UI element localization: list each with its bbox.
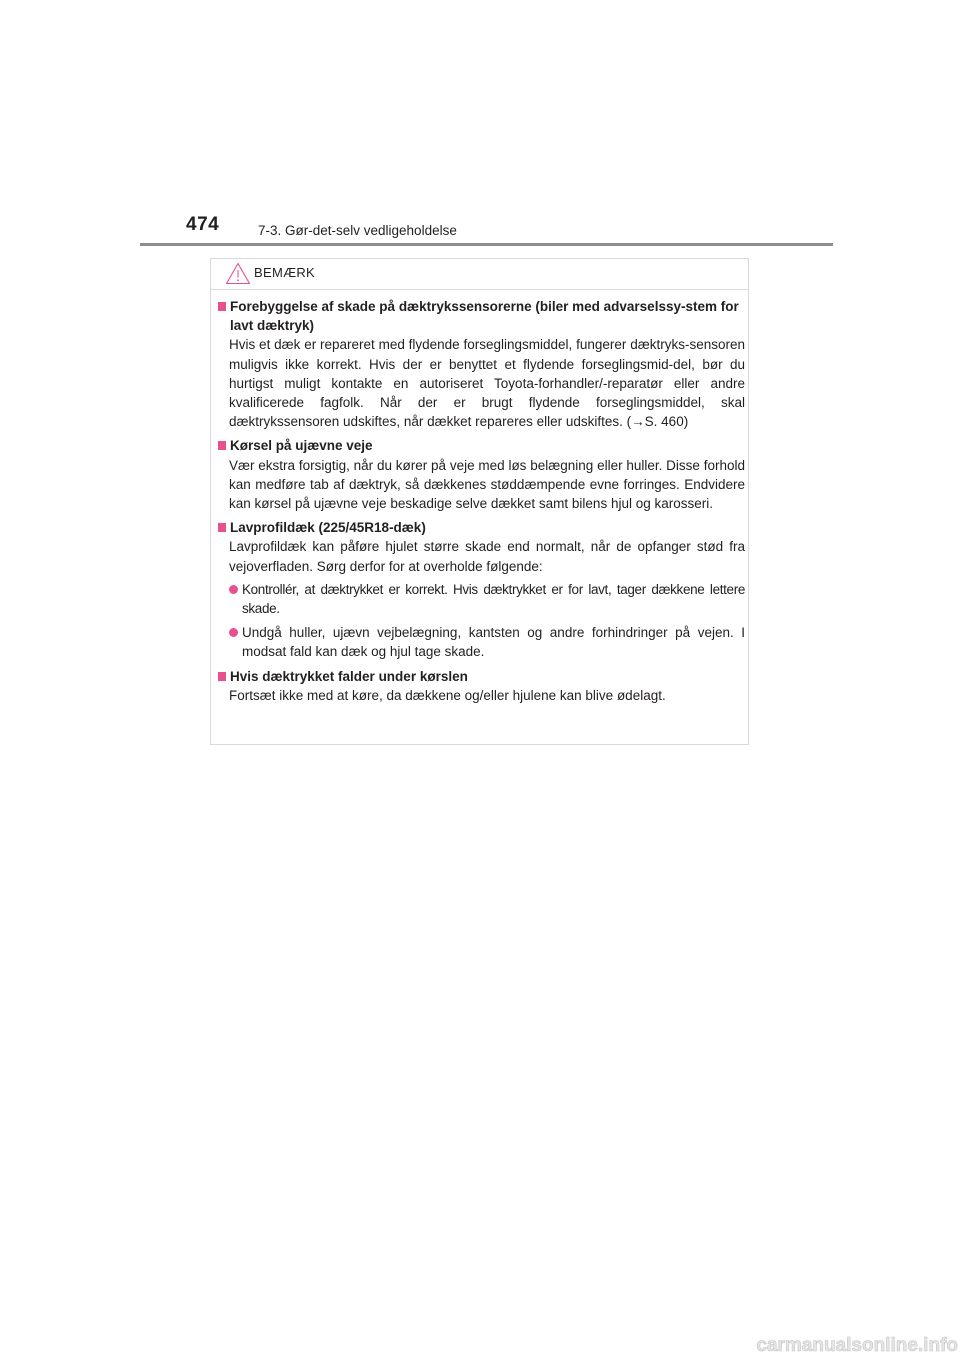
section-heading	[217, 667, 745, 686]
section-heading-text: Lavprofildæk (225/45R18-dæk)	[230, 520, 426, 536]
list-item	[217, 623, 745, 661]
warning-triangle-icon	[225, 262, 251, 285]
section-body: Fortsæt ikke med at køre, da dækkene og/eller hjulene kan blive ødelagt.	[229, 687, 666, 703]
notice-section	[217, 667, 745, 705]
square-bullet-icon	[218, 441, 226, 450]
list-item-text: Kontrollér, at dæktrykket er korrekt. Hvis dæktrykket er for lavt, tager dækkene lettere skade.	[242, 581, 745, 617]
list-item	[217, 580, 745, 618]
section-title: 7-3. Gør-det-selv vedligeholdelse	[258, 223, 457, 238]
notice-section	[217, 518, 745, 661]
section-heading	[217, 518, 745, 537]
notice-header	[211, 259, 748, 290]
section-body: Vær ekstra forsigtig, når du kører på veje med løs belægning eller huller. Disse forhold kan medføre tab af dæktryk, så dækkenes støddæmpende evne forringes. Endvidere kan kørsel på ujævne veje beskadige selve dækket samt bilens hjul og karosseri.	[229, 457, 745, 512]
section-body: Lavprofildæk kan påføre hjulet større skade end normalt, når de opfanger stød fra vejoverfladen. Sørg derfor for at overholde følgende:	[229, 539, 745, 574]
notice-section	[217, 436, 745, 513]
header-divider	[140, 243, 833, 246]
watermark-text: carmanualsonline.info	[756, 1335, 958, 1356]
notice-content	[217, 297, 745, 710]
round-bullet-icon	[229, 585, 238, 594]
round-bullet-icon	[229, 628, 238, 637]
watermark	[739, 1326, 960, 1358]
square-bullet-icon	[218, 302, 226, 311]
section-heading-text: Forebyggelse af skade på dæktrykssensorerne (biler med advarselssy-stem for lavt dæktryk)	[230, 299, 739, 334]
notice-section	[217, 297, 745, 431]
list-item-text: Undgå huller, ujævn vejbelægning, kantsten og andre forhindringer på vejen. I modsat fald kan dæk og hjul tage skade.	[242, 625, 745, 660]
square-bullet-icon	[218, 672, 226, 681]
section-heading	[217, 436, 745, 455]
section-heading-text: Kørsel på ujævne veje	[230, 438, 373, 454]
notice-box	[210, 258, 749, 745]
section-heading-text: Hvis dæktrykket falder under kørslen	[230, 668, 468, 684]
page-number: 474	[186, 214, 220, 235]
section-body: Hvis et dæk er repareret med flydende forseglingsmiddel, fungerer dæktryks-sensoren muligvis ikke korrekt. Hvis der er benyttet et flydende forseglingsmid-del, bør du hurtigst muligt kontakte en autoriseret Toyota-forhandler/-reparatør eller andre kvalificerede fagfolk. Når der er brugt flydende forseglingsmiddel, skal dæktrykssensoren udskiftes, når dækket repareres eller udskiftes. (→S. 460)	[229, 337, 745, 430]
section-heading	[217, 297, 745, 335]
notice-label: BEMÆRK	[254, 265, 316, 280]
square-bullet-icon	[218, 523, 226, 532]
